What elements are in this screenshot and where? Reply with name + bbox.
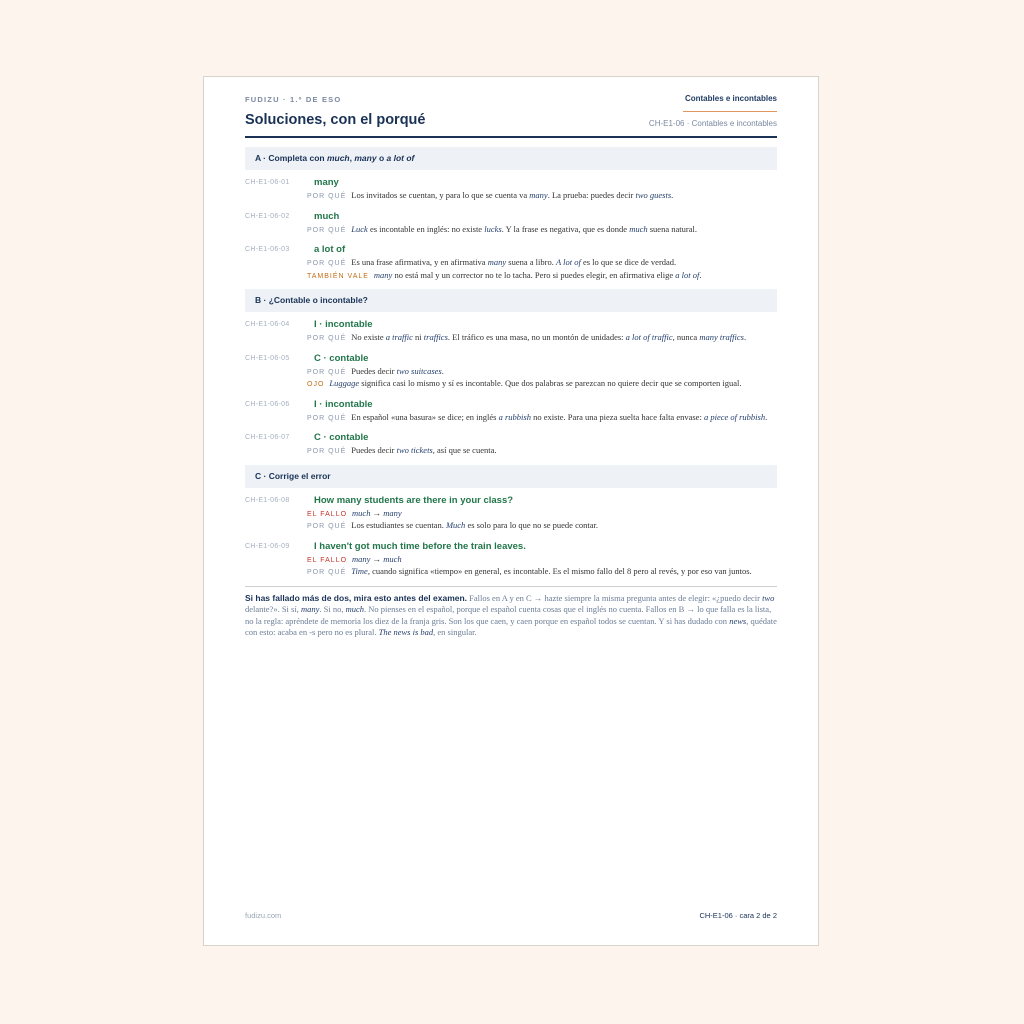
footer-site: fudizu.com xyxy=(245,911,282,920)
solution-item xyxy=(245,243,777,282)
solution-item xyxy=(245,210,777,237)
item-code: CH-E1-06-06 xyxy=(245,400,290,408)
why-line: POR QUÉ Luck es incontable en inglés: no existe lucks. Y la frase es negativa, que es donde much suena natural. xyxy=(307,223,697,234)
also-line: TAMBIÉN VALE many no está mal y un corrector no te lo tacha. Pero si puedes elegir, en afirmativa elige a lot of. xyxy=(307,269,702,280)
error-line: EL FALLO many → much xyxy=(307,553,402,564)
section-b-header: B · ¿Contable o incontable? xyxy=(245,289,777,312)
item-code: CH-E1-06-04 xyxy=(245,321,290,328)
item-code: CH-E1-06-09 xyxy=(245,542,290,550)
why-line: POR QUÉ Los estudiantes se cuentan. Much es solo para lo que no se puede contar. xyxy=(307,520,598,530)
exam-note: Si has fallado más de dos, mira esto antes del examen. Fallos en A y en C → hazte siempre la misma pregunta antes de elegir: «¿puedo decir two delante?». Si sí, many. Si no, much. No pienses en el español, porque el español cuenta cosas que el inglés no cuenta. Fallos en B → lo que falla es la lista, no la regla: apréndete de memoria los diez de la franja gris. Son los que caen, y caen porque en español todos se cuentan. Y si has dudado con news, quédate con esto: acaba en -s pero no es plural. The news is bad, en singular. xyxy=(245,592,777,637)
solution-item xyxy=(245,431,777,458)
title-rule xyxy=(245,136,777,138)
section-c-header: C · Corrige el error xyxy=(245,465,777,488)
footer-page: CH-E1-06 · cara 2 de 2 xyxy=(699,911,777,920)
section-a-header: A · Completa con much, many o a lot of xyxy=(245,147,777,170)
topic-label: Contables e incontables xyxy=(684,94,777,103)
solution-item xyxy=(245,318,777,345)
item-answer: much xyxy=(314,210,340,222)
item-code: CH-E1-06-05 xyxy=(245,354,290,362)
why-line: POR QUÉ Puedes decir two suitcases. xyxy=(307,365,444,376)
item-answer: I · incontable xyxy=(314,398,373,410)
solution-item xyxy=(245,352,777,391)
item-code: CH-E1-06-03 xyxy=(245,246,290,253)
item-answer: I · incontable xyxy=(314,319,373,330)
why-line: POR QUÉ Time, cuando significa «tiempo» en general, es incontable. Es el mismo fallo del 8 pero al revés, y por eso van juntos. xyxy=(307,566,752,576)
accent-rule xyxy=(683,111,777,112)
item-code: CH-E1-06-07 xyxy=(245,434,290,441)
why-line: POR QUÉ Puedes decir two tickets, así que se cuenta. xyxy=(307,445,497,455)
solution-item xyxy=(245,494,777,533)
why-line: POR QUÉ No existe a traffic ni traffics. El tráfico es una masa, no un montón de unidades: a lot of traffic, nunca many traffics. xyxy=(307,332,747,342)
solution-item xyxy=(245,176,777,203)
why-line: POR QUÉ En español «una basura» se dice; en inglés a rubbish no existe. Para una pieza suelta hace falta envase: a piece of rubbish. xyxy=(307,411,768,422)
solution-item xyxy=(245,540,777,579)
solution-item xyxy=(245,398,777,425)
worksheet-page xyxy=(203,76,819,946)
why-line: POR QUÉ Los invitados se cuentan, y para lo que se cuenta va many. La prueba: puedes decir two guests. xyxy=(307,190,674,200)
item-answer: a lot of xyxy=(314,244,346,255)
item-answer: How many students are there in your class? xyxy=(314,494,514,506)
item-code: CH-E1-06-02 xyxy=(245,212,290,220)
worksheet-code: CH-E1-06 · Contables e incontables xyxy=(648,119,777,128)
error-line: EL FALLO much → many xyxy=(307,507,402,518)
item-answer: C · contable xyxy=(314,432,369,443)
item-code: CH-E1-06-01 xyxy=(245,179,290,186)
divider xyxy=(245,586,777,587)
page-title: Soluciones, con el porqué xyxy=(245,112,426,128)
why-line: POR QUÉ Es una frase afirmativa, y en afirmativa many suena a libro. A lot of es lo que se dice de verdad. xyxy=(307,257,677,267)
item-answer: I haven't got much time before the train leaves. xyxy=(314,540,526,552)
item-answer: C · contable xyxy=(314,352,369,364)
careful-line: OJO Luggage significa casi lo mismo y sí es incontable. Que dos palabras se parezcan no quiere decir que se comporten igual. xyxy=(307,378,742,388)
brand-label: FUDIZU · 1.º DE ESO xyxy=(245,95,342,104)
item-code: CH-E1-06-08 xyxy=(245,496,290,504)
item-answer: many xyxy=(314,177,339,188)
